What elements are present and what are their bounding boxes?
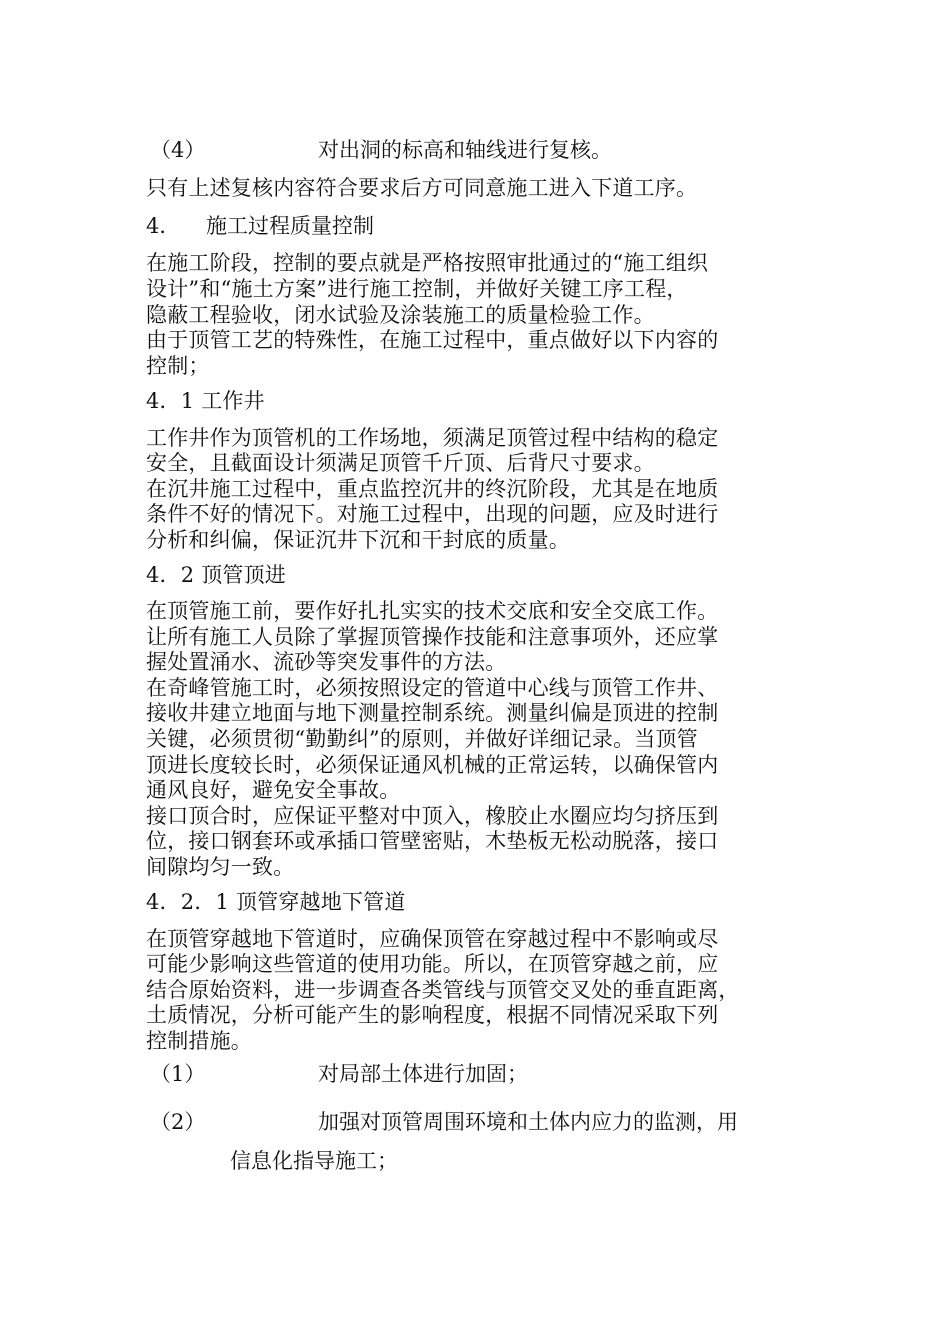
- paragraph-line: 在沉井施工过程中，重点监控沉井的终沉阶段，尤其是在地质: [146, 477, 719, 501]
- paragraph-line: 在施工阶段，控制的要点就是严格按照审批通过的“施工组织: [146, 251, 709, 275]
- paragraph-line: 在顶管穿越地下管道时，应确保顶管在穿越过程中不影响或尽: [146, 927, 719, 951]
- confirm-paragraph: 只有上述复核内容符合要求后方可同意施工进入下道工序。: [146, 176, 698, 200]
- paragraph-line: 关键，必须贯彻“勤勤纠”的原则，并做好详细记录。当顶管: [146, 727, 698, 751]
- paragraph-line: 握处置涌水、流砂等突发事件的方法。: [146, 650, 507, 674]
- item-1-number: （1）: [150, 1062, 206, 1086]
- section-4-2-1-heading: 4．2．1 顶管穿越地下管道: [146, 890, 406, 914]
- paragraph-line: 工作井作为顶管机的工作场地，须满足顶管过程中结构的稳定: [146, 426, 719, 450]
- paragraph-line: 接口顶合时，应保证平整对中顶入，橡胶止水圈应均匀挤压到: [146, 804, 719, 828]
- section-4-number: 4．: [146, 214, 181, 238]
- paragraph-line: 在顶管施工前，要作好扎扎实实的技术交底和安全交底工作。: [146, 599, 719, 623]
- paragraph-line: 隐蔽工程验收，闭水试验及涂装施工的质量检验工作。: [146, 303, 655, 327]
- item-2-text: 加强对顶管周围环境和土体内应力的监测，用: [318, 1110, 738, 1134]
- paragraph-line: 安全，且截面设计须满足顶管千斤顶、后背尺寸要求。: [146, 451, 655, 475]
- section-4-1-heading: 4．1 工作井: [146, 389, 265, 413]
- paragraph-line: 条件不好的情况下。对施工过程中，出现的问题，应及时进行: [146, 502, 719, 526]
- item-4-text: 对出洞的标高和轴线进行复核。: [318, 138, 612, 162]
- item-1-text: 对局部土体进行加固；: [318, 1062, 528, 1086]
- item-2-number: （2）: [150, 1110, 206, 1134]
- paragraph-line: 控制；: [146, 354, 210, 378]
- paragraph-line: 由于顶管工艺的特殊性，在施工过程中，重点做好以下内容的: [146, 328, 719, 352]
- paragraph-line: 可能少影响这些管道的使用功能。所以，在顶管穿越之前，应: [146, 952, 719, 976]
- paragraph-line: 控制措施。: [146, 1029, 252, 1053]
- paragraph-line: 让所有施工人员除了掌握顶管操作技能和注意事项外，还应掌: [146, 625, 719, 649]
- paragraph-line: 接收井建立地面与地下测量控制系统。测量纠偏是顶进的控制: [146, 701, 719, 725]
- paragraph-line: 土质情况，分析可能产生的影响程度，根据不同情况采取下列: [146, 1003, 719, 1027]
- paragraph-line: 在奇峰管施工时，必须按照设定的管道中心线与顶管工作井、: [146, 676, 719, 700]
- item-4-number: （4）: [150, 138, 206, 162]
- paragraph-line: 分析和纠偏，保证沉井下沉和干封底的质量。: [146, 528, 570, 552]
- paragraph-line: 设计”和“施土方案”进行施工控制，并做好关键工序工程，: [146, 277, 688, 301]
- section-4-2-heading: 4．2 顶管顶进: [146, 563, 286, 587]
- section-4-title: 施工过程质量控制: [206, 214, 374, 238]
- paragraph-line: 通风良好，避免安全事故。: [146, 778, 401, 802]
- paragraph-line: 间隙均匀一致。: [146, 855, 295, 879]
- paragraph-line: 结合原始资料，进一步调查各类管线与顶管交叉处的垂直距离，: [146, 978, 740, 1002]
- paragraph-line: 位，接口钢套环或承插口管壁密贴，木垫板无松动脱落，接口: [146, 829, 719, 853]
- paragraph-line: 顶进长度较长时，必须保证通风机械的正常运转，以确保管内: [146, 753, 719, 777]
- item-2-continuation: 信息化指导施工；: [230, 1149, 398, 1173]
